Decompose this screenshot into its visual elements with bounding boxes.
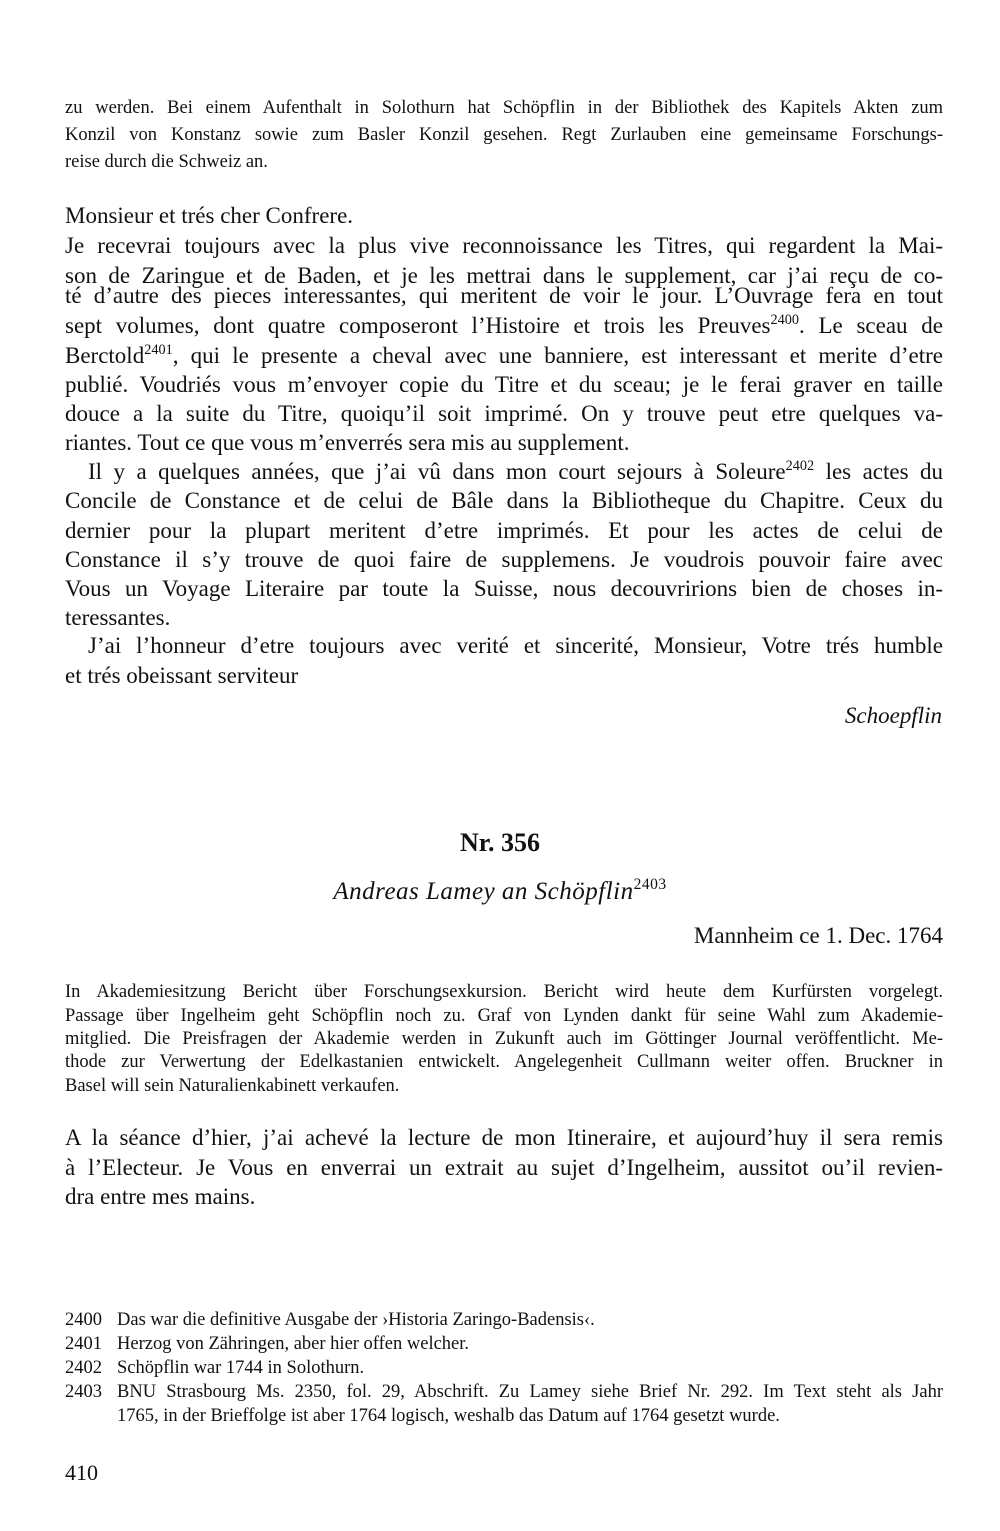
body-line: té d’autre des pieces interessantes, qui meritent de voir le jour. L’Ouvrage fera en tout — [65, 283, 943, 308]
footnote-text: Schöpflin war 1744 in Solothurn. — [117, 1358, 365, 1378]
abstract-line: Passage über Ingelheim geht Schöpflin noch zu. Graf von Lynden dankt für seine Wahl zum Akademie- — [65, 1006, 943, 1026]
page-number: 410 — [65, 1460, 98, 1485]
letter-number: Nr. 356 — [460, 828, 540, 857]
abstract-line: reise durch die Schweiz an. — [65, 152, 268, 172]
footnote-text: BNU Strasbourg Ms. 2350, fol. 29, Abschrift. Zu Lamey siehe Brief Nr. 292. Im Text steht als Jahr — [117, 1382, 943, 1402]
letter-title — [0, 875, 1000, 906]
abstract-line: mitglied. Die Preisfragen der Akademie werden in Zukunft auch im Göttinger Journal veröffentlicht. Me- — [65, 1029, 943, 1049]
abstract-line: thode zur Verwertung der Edelkastanien entwickelt. Angelegenheit Cullmann weiter offen. Bruckner in — [65, 1052, 943, 1072]
body-line: A la séance d’hier, j’ai achevé la lecture de mon Itineraire, et aujourd’huy il sera remis — [65, 1125, 943, 1150]
body-line: dernier pour la plupart meritent d’etre imprimés. Et pour les actes de celui de — [65, 518, 943, 543]
body-line: J’ai l’honneur d’etre toujours avec verité et sincerité, Monsieur, Votre trés humble — [88, 633, 943, 658]
footnote-number: 2403 — [65, 1382, 102, 1402]
body-line: publié. Voudriés vous m’envoyer copie du Titre et du sceau; je le ferai graver en taille — [65, 372, 943, 397]
footnote-text: Das war die definitive Ausgabe der ›Historia Zaringo-Badensis‹. — [117, 1310, 595, 1330]
salutation: Monsieur et trés cher Confrere. — [65, 203, 354, 228]
body-line: teressantes. — [65, 605, 171, 630]
abstract-line: In Akademiesitzung Bericht über Forschungsexkursion. Bericht wird heute dem Kurfürsten vorgelegt. — [65, 982, 943, 1002]
body-line: à l’Electeur. Je Vous en enverrai un extrait au sujet d’Ingelheim, aussitot ou’il revien- — [65, 1155, 943, 1180]
letter-title-text: Andreas Lamey an Schöpflin — [333, 878, 634, 905]
body-text: les actes du — [814, 459, 944, 484]
footnote-number: 2400 — [65, 1310, 102, 1330]
body-line — [88, 459, 943, 485]
footnote-ref: 2402 — [785, 457, 815, 474]
body-line: son de Zaringue et de Baden, et je les mettrai dans le supplement, car j’ai reçu de co- — [65, 263, 943, 288]
body-line: dra entre mes mains. — [65, 1184, 256, 1209]
signature: Schoepflin — [844, 703, 942, 728]
body-line: riantes. Tout ce que vous m’enverrés sera mis au supplement. — [65, 430, 630, 455]
body-text: sept volumes, dont quatre composeront l’Histoire et trois les Preuves — [65, 313, 771, 338]
footnote-ref: 2400 — [770, 311, 799, 328]
body-line: douce a la suite du Titre, quoiqu’il soit imprimé. On y trouve peut etre quelques va- — [65, 401, 943, 426]
body-text: , qui le presente a cheval avec une banniere, est interessant et merite d’etre — [172, 343, 943, 368]
footnote-continuation: 1765, in der Brieffolge ist aber 1764 logisch, weshalb das Datum auf 1764 gesetzt wurde. — [117, 1406, 780, 1426]
footnote-number: 2402 — [65, 1358, 102, 1378]
body-line: Constance il s’y trouve de quoi faire de supplemens. Je voudrois pouvoir faire avec — [65, 547, 943, 572]
footnote-ref: 2401 — [144, 341, 173, 358]
body-line: Je recevrai toujours avec la plus vive reconnoissance les Titres, qui regardent la Mai- — [65, 233, 943, 258]
place-date: Mannheim ce 1. Dec. 1764 — [693, 923, 943, 948]
abstract-line: Basel will sein Naturalienkabinett verkaufen. — [65, 1076, 400, 1096]
body-line: et trés obeissant serviteur — [65, 663, 299, 688]
body-line: Vous un Voyage Literaire par toute la Suisse, nous decouvririons bien de choses in- — [65, 576, 943, 601]
footnote-ref: 2403 — [633, 875, 667, 893]
body-line — [65, 343, 943, 369]
abstract-line: zu werden. Bei einem Aufenthalt in Solothurn hat Schöpflin in der Bibliothek des Kapitels Akten zum — [65, 98, 943, 118]
body-text: Il y a quelques années, que j’ai vû dans mon court sejours à Soleure — [88, 459, 786, 484]
abstract-line: Konzil von Konstanz sowie zum Basler Konzil gesehen. Regt Zurlauben eine gemeinsame Forschungs- — [65, 125, 943, 145]
body-text: Berctold — [65, 343, 145, 368]
body-text: . Le sceau de — [799, 313, 943, 338]
body-line — [65, 313, 943, 339]
footnote-number: 2401 — [65, 1334, 102, 1354]
body-line: Concile de Constance et de celui de Bâle dans la Bibliotheque du Chapitre. Ceux du — [65, 488, 943, 513]
footnote-text: Herzog von Zähringen, aber hier offen welcher. — [117, 1334, 470, 1354]
